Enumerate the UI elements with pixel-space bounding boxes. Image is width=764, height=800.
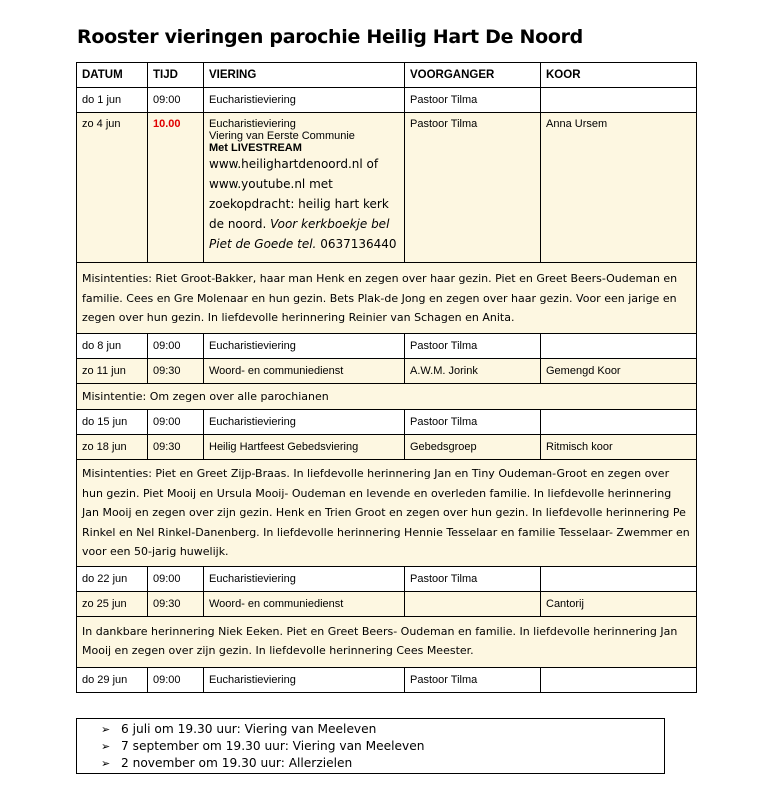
livestream-link: www.youtube.nl met (209, 177, 333, 191)
cell-voorganger: Pastoor Tilma (405, 410, 541, 435)
livestream-info-text: de noord. (209, 217, 267, 231)
misintenties-row (77, 460, 697, 567)
table-row (77, 410, 697, 435)
cell-tijd: 09:00 (148, 410, 204, 435)
note-item (101, 755, 664, 772)
table-header-row (77, 63, 697, 88)
misintenties-text: In dankbare herinnering Niek Eeken. Piet en Greet Beers- Oudeman en familie. In liefdevolle herinnering Jan Mooij en zegen over zijn gezin. In liefdevolle herinnering Cees Meester. (77, 616, 697, 667)
cell-datum: zo 25 jun (77, 591, 148, 616)
misintenties-row (77, 383, 697, 410)
cell-voorganger: Pastoor Tilma (405, 88, 541, 113)
arrow-bullet-icon: ➢ (101, 757, 111, 770)
cell-datum: do 15 jun (77, 410, 148, 435)
livestream-label: Met LIVESTREAM (209, 142, 302, 154)
cell-tijd: 09:00 (148, 88, 204, 113)
column-header-viering: VIERING (204, 63, 405, 88)
cell-koor: Gemengd Koor (541, 358, 697, 383)
cell-voorganger: Gebedsgroep (405, 435, 541, 460)
table-row (77, 88, 697, 113)
schedule-table (76, 62, 697, 693)
table-row (77, 667, 697, 692)
cell-viering: Eucharistieviering (204, 333, 405, 358)
cell-viering: Eucharistieviering (204, 410, 405, 435)
table-row (77, 591, 697, 616)
contact-phone: 0637136440 (320, 237, 397, 251)
column-header-datum: DATUM (77, 63, 148, 88)
table-row (77, 113, 697, 263)
cell-datum: zo 11 jun (77, 358, 148, 383)
contact-name: Piet de Goede tel. (209, 237, 317, 251)
column-header-koor: KOOR (541, 63, 697, 88)
cell-koor (541, 333, 697, 358)
cell-viering: Heilig Hartfeest Gebedsviering (204, 435, 405, 460)
cell-koor: Anna Ursem (541, 113, 697, 263)
livestream-link: www.heilighartdenoord.nl of (209, 157, 379, 171)
cell-viering (204, 113, 405, 263)
cell-viering: Eucharistieviering (204, 566, 405, 591)
livestream-info: zoekopdracht: heilig hart kerk (209, 197, 389, 211)
column-header-voorganger: VOORGANGER (405, 63, 541, 88)
cell-datum: zo 4 jun (77, 113, 148, 263)
cell-viering: Woord- en communiedienst (204, 591, 405, 616)
cell-datum: do 29 jun (77, 667, 148, 692)
arrow-bullet-icon: ➢ (101, 740, 111, 753)
cell-tijd: 09:00 (148, 333, 204, 358)
misintenties-text: Misintenties: Piet en Greet Zijp-Braas. In liefdevolle herinnering Jan en Tiny Oudeman-Groot en zegen over hun gezin. Piet Mooij en Ursula Mooij- Oudeman en levende en overleden familie. In liefdevolle herinnering Jan Mooij en zegen over zijn gezin. Henk en Trien Groot en zegen over hun gezin. In liefdevolle herinnering Pe Rinkel en Nel Rinkel-Danenberg. In liefdevolle herinnering Hennie Tesselaar en familie Tesselaar- Zwemmer en voor een 50-jarig huwelijk. (77, 460, 697, 567)
misintenties-text: Misintenties: Riet Groot-Bakker, haar man Henk en zegen over haar gezin. Piet en Greet Beers-Oudeman en familie. Cees en Gre Molenaar en hun gezin. Bets Plak-de Jong en zegen over haar gezin. Voor een jarige en zegen over hun gezin. In liefdevolle herinnering Reinier van Schagen en Anita. (77, 263, 697, 334)
cell-viering: Woord- en communiedienst (204, 358, 405, 383)
cell-voorganger (405, 591, 541, 616)
cell-tijd: 09:00 (148, 667, 204, 692)
table-row (77, 358, 697, 383)
livestream-info (209, 214, 399, 234)
cell-datum: do 1 jun (77, 88, 148, 113)
cell-voorganger: Pastoor Tilma (405, 113, 541, 263)
cell-koor (541, 667, 697, 692)
misintenties-row (77, 263, 697, 334)
table-row (77, 435, 697, 460)
cell-koor: Cantorij (541, 591, 697, 616)
arrow-bullet-icon: ➢ (101, 723, 111, 736)
note-text: 6 juli om 19.30 uur: Viering van Meeleven (121, 722, 377, 736)
cell-koor (541, 566, 697, 591)
cell-koor (541, 410, 697, 435)
cell-voorganger: A.W.M. Jorink (405, 358, 541, 383)
viering-line: Eucharistieviering (209, 118, 296, 130)
cell-tijd: 10.00 (148, 113, 204, 263)
cell-tijd: 09:30 (148, 435, 204, 460)
cell-datum: do 8 jun (77, 333, 148, 358)
kerkboekje-note: Voor kerkboekje bel (270, 217, 390, 231)
note-text: 2 november om 19.30 uur: Allerzielen (121, 756, 353, 770)
note-item (101, 721, 664, 738)
cell-datum: zo 18 jun (77, 435, 148, 460)
cell-datum: do 22 jun (77, 566, 148, 591)
table-row (77, 333, 697, 358)
cell-tijd: 09:30 (148, 358, 204, 383)
misintenties-row (77, 616, 697, 667)
cell-voorganger: Pastoor Tilma (405, 566, 541, 591)
upcoming-notes-box (76, 718, 665, 774)
column-header-tijd: TIJD (148, 63, 204, 88)
cell-tijd: 09:00 (148, 566, 204, 591)
cell-tijd: 09:30 (148, 591, 204, 616)
note-text: 7 september om 19.30 uur: Viering van Meeleven (121, 739, 425, 753)
viering-line: Viering van Eerste Communie (209, 130, 355, 142)
contact-line (209, 234, 399, 254)
page-title: Rooster vieringen parochie Heilig Hart De Noord (77, 26, 583, 48)
misintenties-text: Misintentie: Om zegen over alle parochianen (77, 383, 697, 410)
cell-voorganger: Pastoor Tilma (405, 333, 541, 358)
cell-koor (541, 88, 697, 113)
note-item (101, 738, 664, 755)
cell-viering: Eucharistieviering (204, 667, 405, 692)
cell-voorganger: Pastoor Tilma (405, 667, 541, 692)
table-row (77, 566, 697, 591)
cell-viering: Eucharistieviering (204, 88, 405, 113)
cell-koor: Ritmisch koor (541, 435, 697, 460)
